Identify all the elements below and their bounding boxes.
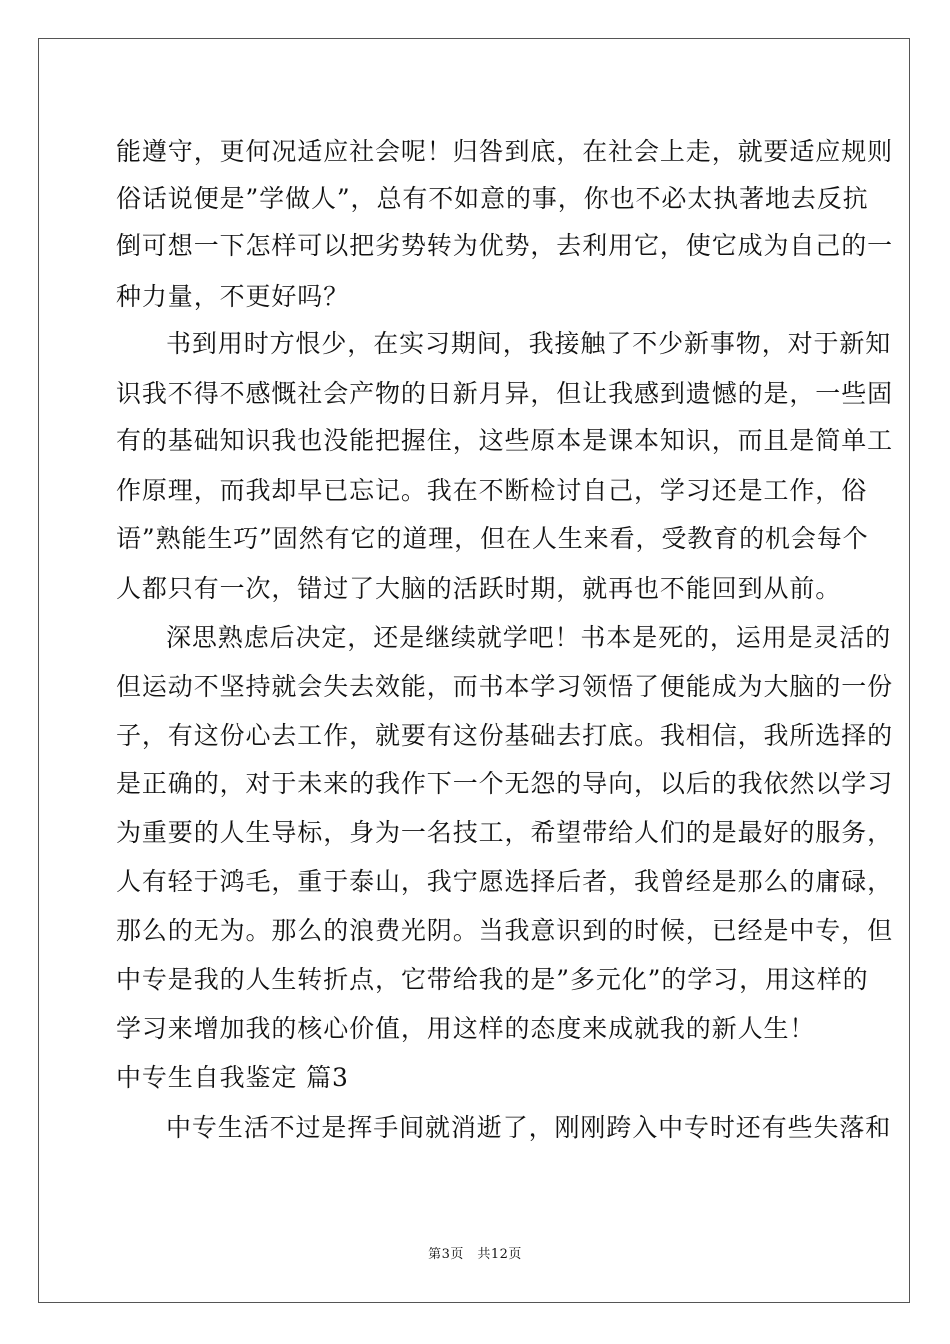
- text-line-3: 倒可想一下怎样可以把劣势转为优势，去利用它，使它成为自己的一: [116, 231, 894, 260]
- text-line-17: 那么的无为。那么的浪费光阴。当我意识到的时候，已经是中专，但: [116, 916, 894, 945]
- text-line-6: 识我不得不感慨社会产物的日新月异，但让我感到遗憾的是，一些固: [116, 379, 894, 408]
- paragraph-start-1: 书到用时方恨少，在实习期间，我接触了不少新事物，对于新知: [166, 329, 892, 358]
- page-number: 第3页 共12页: [428, 1247, 522, 1262]
- text-line-12: 但运动不坚持就会失去效能，而书本学习领悟了便能成为大脑的一份: [116, 672, 894, 701]
- section-heading: 中专生自我鉴定 篇3: [116, 1063, 349, 1092]
- text-line-13: 子，有这份心去工作，就要有这份基础去打底。我相信，我所选择的: [116, 721, 894, 750]
- text-line-16: 人有轻于鸿毛，重于泰山，我宁愿选择后者，我曾经是那么的庸碌，: [116, 867, 894, 896]
- text-line-18: 中专是我的人生转折点，它带给我的是”多元化”的学习，用这样的: [116, 965, 869, 994]
- text-line-4: 种力量，不更好吗？: [116, 282, 350, 311]
- text-line-15: 为重要的人生导标，身为一名技工，希望带给人们的是最好的服务，: [116, 818, 894, 847]
- paragraph-start-2: 深思熟虑后决定，还是继续就学吧！书本是死的，运用是灵活的: [166, 623, 892, 652]
- text-line-2: 俗话说便是”学做人”，总有不如意的事，你也不必太执著地去反抗: [116, 184, 869, 213]
- text-line-9: 语”熟能生巧”固然有它的道理，但在人生来看，受教育的机会每个: [116, 524, 869, 553]
- text-line-1: 能遵守，更何况适应社会呢！归咎到底，在社会上走，就要适应规则: [116, 137, 894, 166]
- text-line-19: 学习来增加我的核心价值，用这样的态度来成就我的新人生！: [116, 1014, 816, 1043]
- text-line-10: 人都只有一次，错过了大脑的活跃时期，就再也不能回到从前。: [116, 574, 842, 603]
- paragraph-start-3: 中专生活不过是挥手间就消逝了，刚刚跨入中专时还有些失落和: [166, 1113, 892, 1142]
- text-line-8: 作原理，而我却早已忘记。我在不断检讨自己，学习还是工作，俗: [116, 476, 868, 505]
- text-line-7: 有的基础知识我也没能把握住，这些原本是课本知识，而且是简单工: [116, 426, 894, 455]
- text-line-14: 是正确的，对于未来的我作下一个无怨的导向，以后的我依然以学习: [116, 769, 894, 798]
